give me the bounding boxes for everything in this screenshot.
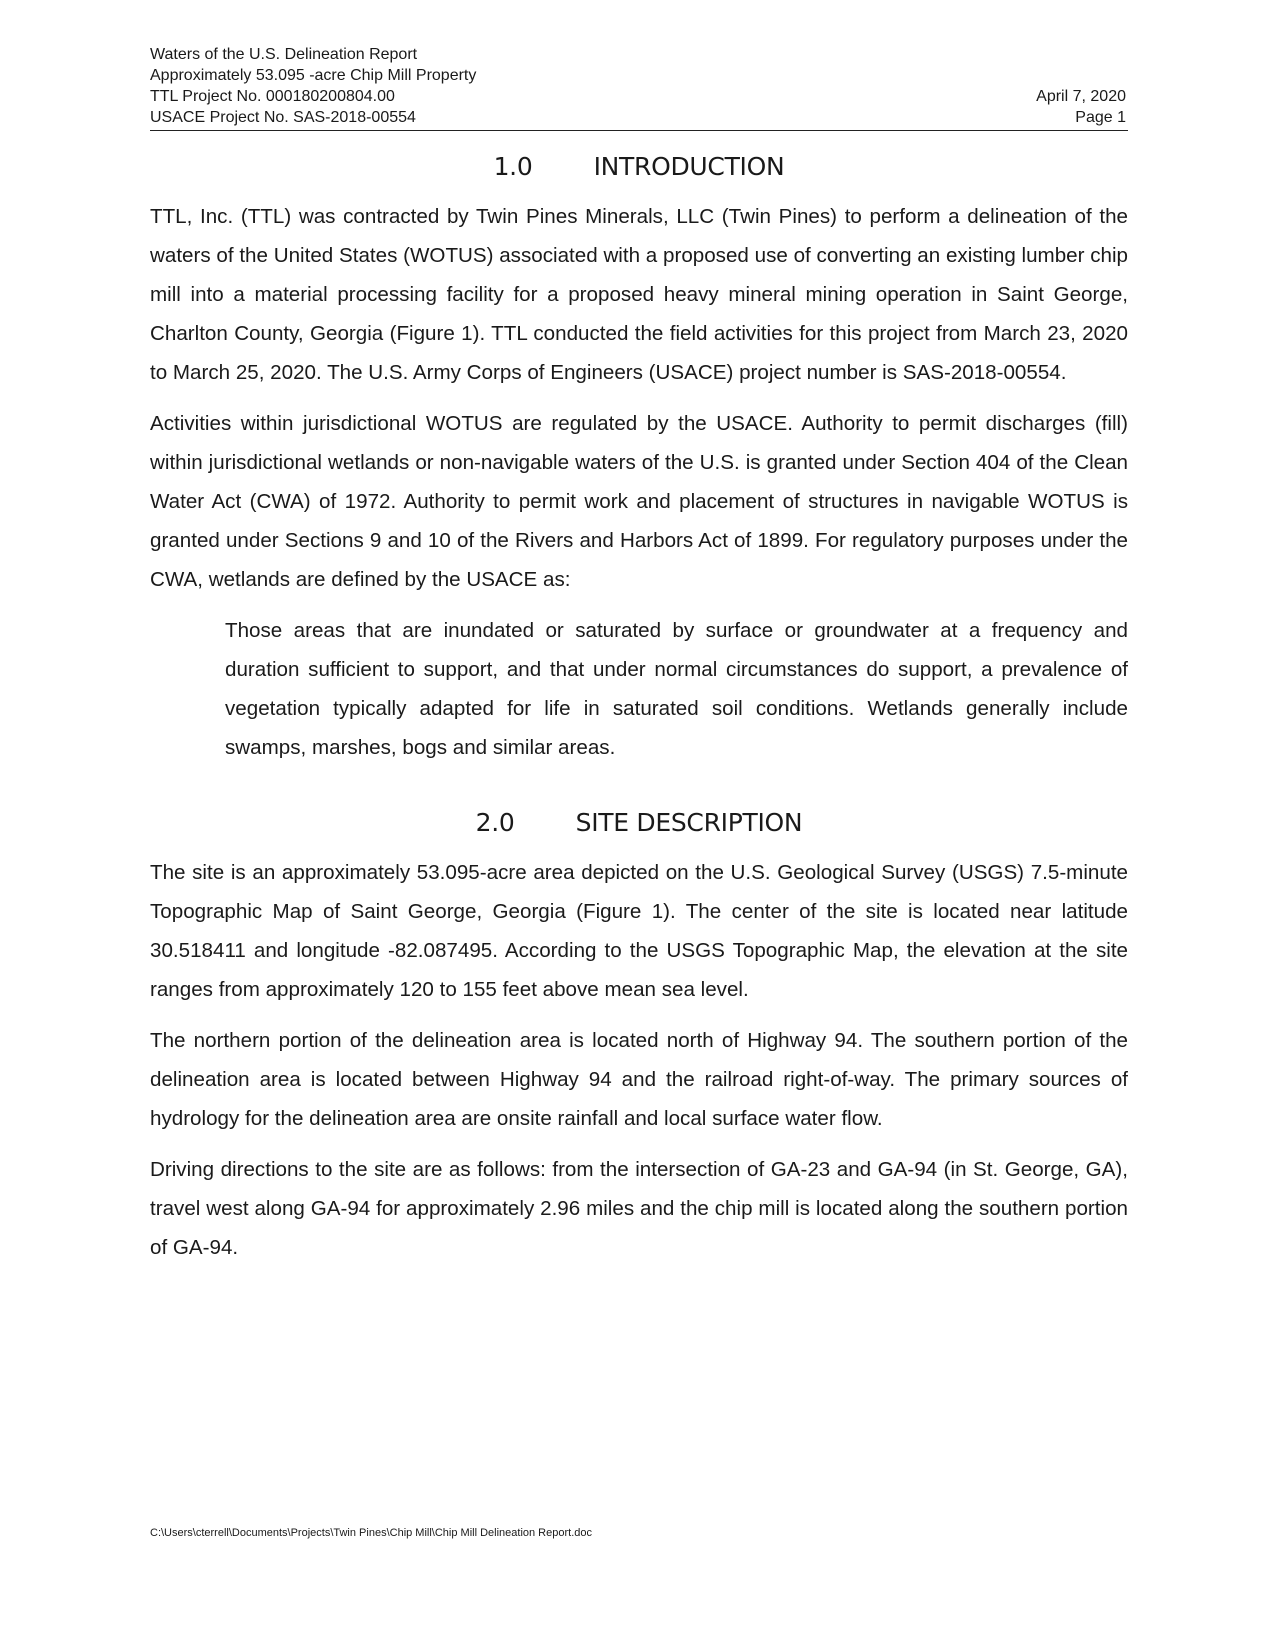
header-date: April 7, 2020 [1036,88,1126,105]
paragraph: TTL, Inc. (TTL) was contracted by Twin Pines Minerals, LLC (Twin Pines) to perform a delineation of the waters of the United States (WOTUS) associated with a proposed use of converting an existing lumber chip mill into a material processing facility for a proposed heavy mineral mining operation in Saint George, Charlton County, Georgia (Figure 1). TTL conducted the field activities for this project from March 23, 2020 to March 25, 2020. The U.S. Army Corps of Engineers (USACE) project number is SAS-2018-00554. [150,205,1128,384]
section-heading-introduction [150,151,1128,183]
paragraph: Activities within jurisdictional WOTUS are regulated by the USACE. Authority to permit discharges (fill) within jurisdictional wetlands or non-navigable waters of the U.S. is granted under Section 404 of the Clean Water Act (CWA) of 1972. Authority to permit work and placement of structures in navigable WOTUS is granted under Sections 9 and 10 of the Rivers and Harbors Act of 1899. For regulatory purposes under the CWA, wetlands are defined by the USACE as: [150,412,1128,591]
header-usace-project: USACE Project No. SAS-2018-00554 [150,109,416,126]
footer-file-path: C:\Users\cterrell\Documents\Projects\Twin Pines\Chip Mill\Chip Mill Delineation Report.doc [150,1527,592,1539]
page-header [150,44,1128,131]
section-title: INTRODUCTION [593,152,785,181]
document-page [150,44,1128,1267]
section-heading-site-description [150,807,1128,839]
header-left [150,44,1128,128]
block-quote: Those areas that are inundated or saturated by surface or groundwater at a frequency and duration sufficient to support, and that under normal circumstances do support, a prevalence of vegetation typically adapted for life in saturated soil conditions. Wetlands generally include swamps, marshes, bogs and similar areas. [225,619,1128,759]
header-ttl-project: TTL Project No. 000180200804.00 [150,88,395,105]
paragraph: The site is an approximately 53.095-acre area depicted on the U.S. Geological Survey (USGS) 7.5-minute Topographic Map of Saint George, Georgia (Figure 1). The center of the site is located near latitude 30.518411 and longitude -82.087495. According to the USGS Topographic Map, the elevation at the site ranges from approximately 120 to 155 feet above mean sea level. [150,861,1128,1001]
header-right [1036,86,1126,128]
header-property: Approximately 53.095 -acre Chip Mill Property [150,67,477,84]
section-number: 1.0 [493,152,533,181]
header-page-number: Page 1 [1075,109,1126,126]
paragraph: Driving directions to the site are as follows: from the intersection of GA-23 and GA-94 (in St. George, GA), travel west along GA-94 for approximately 2.96 miles and the chip mill is located along the southern portion of GA-94. [150,1158,1128,1259]
section-title: SITE DESCRIPTION [575,808,803,837]
paragraph: The northern portion of the delineation area is located north of Highway 94. The southern portion of the delineation area is located between Highway 94 and the railroad right-of-way. The primary sources of hydrology for the delineation area are onsite rainfall and local surface water flow. [150,1029,1128,1130]
header-report-title: Waters of the U.S. Delineation Report [150,46,418,63]
section-number: 2.0 [475,808,515,837]
